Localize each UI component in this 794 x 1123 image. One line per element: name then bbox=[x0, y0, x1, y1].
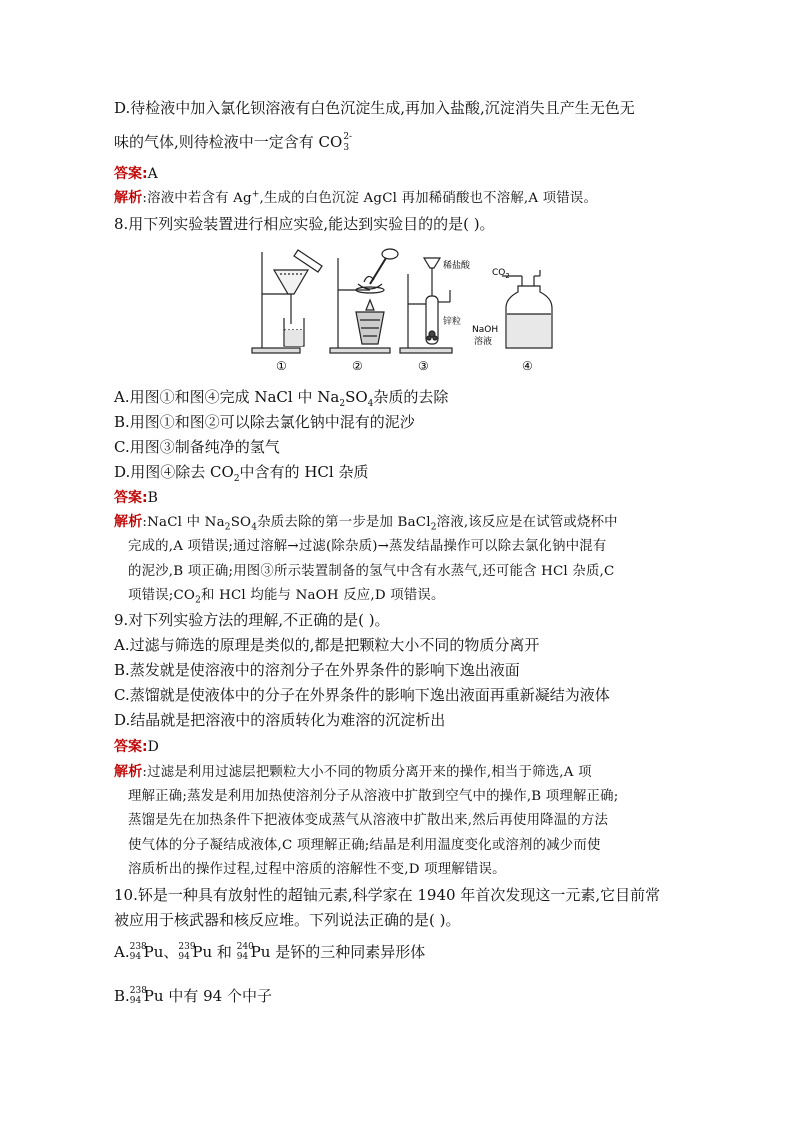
figure-caption-3: ③ bbox=[418, 359, 429, 373]
q10-option-b bbox=[114, 986, 272, 1006]
subscript: 2 bbox=[430, 522, 437, 533]
naoh-label: NaOH bbox=[472, 325, 499, 335]
option-text: 中含有的 HCl 杂质 bbox=[239, 463, 369, 481]
q9-analysis-line4: 使气体的分子凝结成液体,C 项理解正确;结晶是利用温度变化或溶剂的减少而使 bbox=[128, 838, 601, 853]
silver-ion-charge: + bbox=[251, 189, 260, 200]
answer-value: B bbox=[147, 490, 158, 506]
option-text: 杂质的去除 bbox=[373, 388, 449, 406]
figure-caption-1: ① bbox=[276, 359, 287, 373]
zinc-granule-label: 锌粒 bbox=[443, 317, 462, 327]
q9-analysis-line2: 理解正确;蒸发是利用加热使溶剂分子从溶液中扩散到空气中的操作,B 项理解正确; bbox=[128, 789, 619, 804]
option-prefix: A. bbox=[114, 943, 130, 961]
q8-option-d bbox=[114, 462, 368, 482]
analysis-label: 解析 bbox=[114, 764, 143, 780]
subscript: 2 bbox=[233, 474, 240, 484]
analysis-text: :溶液中若含有 Ag bbox=[142, 191, 252, 206]
q9-analysis-line3: 蒸馏是先在加热条件下把液体变成蒸气从溶液中扩散出来,然后再使用降温的方法 bbox=[128, 813, 609, 828]
answer-label: 答案: bbox=[114, 739, 148, 755]
mass-number: 238 bbox=[129, 942, 147, 952]
separator: 、 bbox=[163, 943, 179, 961]
co2-label bbox=[492, 268, 510, 280]
element-symbol: Pu bbox=[192, 943, 213, 961]
element-symbol: Pu bbox=[250, 943, 271, 961]
isotope-238 bbox=[129, 942, 147, 962]
q8-option-a bbox=[114, 387, 448, 407]
mass-number: 239 bbox=[178, 942, 196, 952]
subscript: 2 bbox=[224, 522, 231, 533]
q9-option-c: C.蒸馏就是使液体中的分子在外界条件的影响下逸出液面再重新凝结为液体 bbox=[114, 686, 610, 704]
subscript: 2 bbox=[195, 595, 202, 606]
q8-option-c: C.用图③制备纯净的氢气 bbox=[114, 438, 280, 456]
analysis-text: 溶液,该反应是在试管或烧杯中 bbox=[436, 515, 618, 530]
q9-option-b: B.蒸发就是使溶液中的溶剂分子在外界条件的影响下逸出液面 bbox=[114, 661, 520, 679]
q7-analysis bbox=[114, 188, 597, 209]
element-symbol: Pu bbox=[143, 987, 164, 1005]
q10-option-a bbox=[114, 942, 425, 962]
option-text: 是钚的三种同素异形体 bbox=[270, 943, 426, 961]
figure-caption-2: ② bbox=[352, 359, 363, 373]
subscript: 2 bbox=[339, 399, 346, 409]
q9-stem: 9.对下列实验方法的理解,不正确的是( )。 bbox=[114, 611, 390, 629]
q9-answer bbox=[114, 736, 159, 757]
co2-label-text: CO bbox=[492, 268, 506, 278]
answer-value: A bbox=[147, 166, 158, 182]
q8-apparatus-figure bbox=[240, 244, 560, 376]
atomic-number: 94 bbox=[178, 952, 190, 962]
carbonate-subscript: 3 bbox=[343, 143, 350, 153]
option-text: SO bbox=[345, 388, 368, 406]
q9-option-a: A.过滤与筛选的原理是类似的,都是把颗粒大小不同的物质分离开 bbox=[114, 636, 540, 654]
option-text: 中有 94 个中子 bbox=[163, 987, 272, 1005]
isotope-238 bbox=[129, 986, 147, 1006]
q9-option-d: D.结晶就是把溶液中的溶质转化为难溶的沉淀析出 bbox=[114, 711, 446, 729]
q7-option-d-text: 味的气体,则待检液中一定含有 CO bbox=[114, 133, 343, 151]
q7-option-d-line2 bbox=[114, 132, 356, 152]
analysis-text: 项错误;CO bbox=[128, 588, 196, 603]
mass-number: 240 bbox=[236, 942, 254, 952]
atomic-number: 94 bbox=[129, 996, 142, 1006]
analysis-text: SO bbox=[230, 515, 252, 530]
filtration-apparatus bbox=[252, 250, 322, 353]
element-symbol: Pu bbox=[143, 943, 164, 961]
analysis-label: 解析 bbox=[114, 190, 143, 206]
q7-answer bbox=[114, 163, 158, 184]
isotope-239 bbox=[178, 942, 196, 962]
co2-label-sub: 2 bbox=[505, 272, 510, 280]
answer-label: 答案: bbox=[114, 490, 148, 506]
analysis-text: :过滤是利用过滤层把颗粒大小不同的物质分离开来的操作,相当于筛选,A 项 bbox=[142, 765, 592, 780]
q8-analysis-line1 bbox=[114, 512, 618, 533]
q10-stem-line2: 被应用于核武器和核反应堆。下列说法正确的是( )。 bbox=[114, 911, 461, 929]
q8-analysis-line2: 完成的,A 项错误;通过溶解→过滤(除杂质)→蒸发结晶操作可以除去氯化钠中混有 bbox=[128, 539, 607, 554]
option-prefix: B. bbox=[114, 987, 130, 1005]
q8-option-b: B.用图①和图②可以除去氯化钠中混有的泥沙 bbox=[114, 413, 415, 431]
q9-analysis-line5: 溶质析出的操作过程,过程中溶质的溶解性不变,D 项理解错误。 bbox=[128, 862, 506, 877]
answer-value: D bbox=[147, 739, 159, 755]
analysis-label: 解析 bbox=[114, 514, 143, 530]
carbonate-charge: 2- bbox=[343, 132, 353, 142]
q8-analysis-line4 bbox=[128, 586, 445, 606]
subscript: 4 bbox=[367, 399, 374, 409]
evaporation-apparatus bbox=[330, 249, 398, 353]
atomic-number: 94 bbox=[129, 952, 142, 962]
q8-analysis-line3: 的泥沙,B 项正确;用图③所示装置制备的氢气中含有水蒸气,还可能含 HCl 杂质,C bbox=[128, 564, 615, 579]
mass-number: 238 bbox=[129, 986, 147, 996]
analysis-text: :NaCl 中 Na bbox=[142, 515, 225, 530]
q10-stem-line1: 10.钚是一种具有放射性的超铀元素,科学家在 1940 年首次发现这一元素,它目前常 bbox=[114, 886, 661, 904]
dilute-hcl-label: 稀盐酸 bbox=[443, 261, 471, 271]
analysis-text: ,生成的白色沉淀 AgCl 再加稀硝酸也不溶解,A 项错误。 bbox=[259, 191, 598, 206]
q7-option-d-line1: D.待检液中加入氯化钡溶液有白色沉淀生成,再加入盐酸,沉淀消失且产生无色无 bbox=[114, 99, 635, 117]
analysis-text: 杂质去除的第一步是加 BaCl bbox=[257, 515, 431, 530]
separator: 和 bbox=[212, 943, 237, 961]
q8-stem: 8.用下列实验装置进行相应实验,能达到实验目的的是( )。 bbox=[114, 215, 495, 233]
solution-label: 溶液 bbox=[474, 337, 493, 347]
option-text: D.用图④除去 CO bbox=[114, 463, 234, 481]
option-text: A.用图①和图④完成 NaCl 中 Na bbox=[114, 388, 340, 406]
figure-caption-4: ④ bbox=[522, 359, 533, 373]
q8-answer bbox=[114, 487, 158, 508]
subscript: 4 bbox=[251, 522, 258, 533]
hydrogen-generator bbox=[400, 258, 452, 353]
gas-washing-bottle bbox=[502, 270, 552, 348]
q9-analysis-line1 bbox=[114, 762, 592, 783]
analysis-text: 和 HCl 均能与 NaOH 反应,D 项错误。 bbox=[201, 588, 445, 603]
atomic-number: 94 bbox=[236, 952, 249, 962]
answer-label: 答案: bbox=[114, 166, 148, 182]
isotope-240 bbox=[236, 942, 254, 962]
